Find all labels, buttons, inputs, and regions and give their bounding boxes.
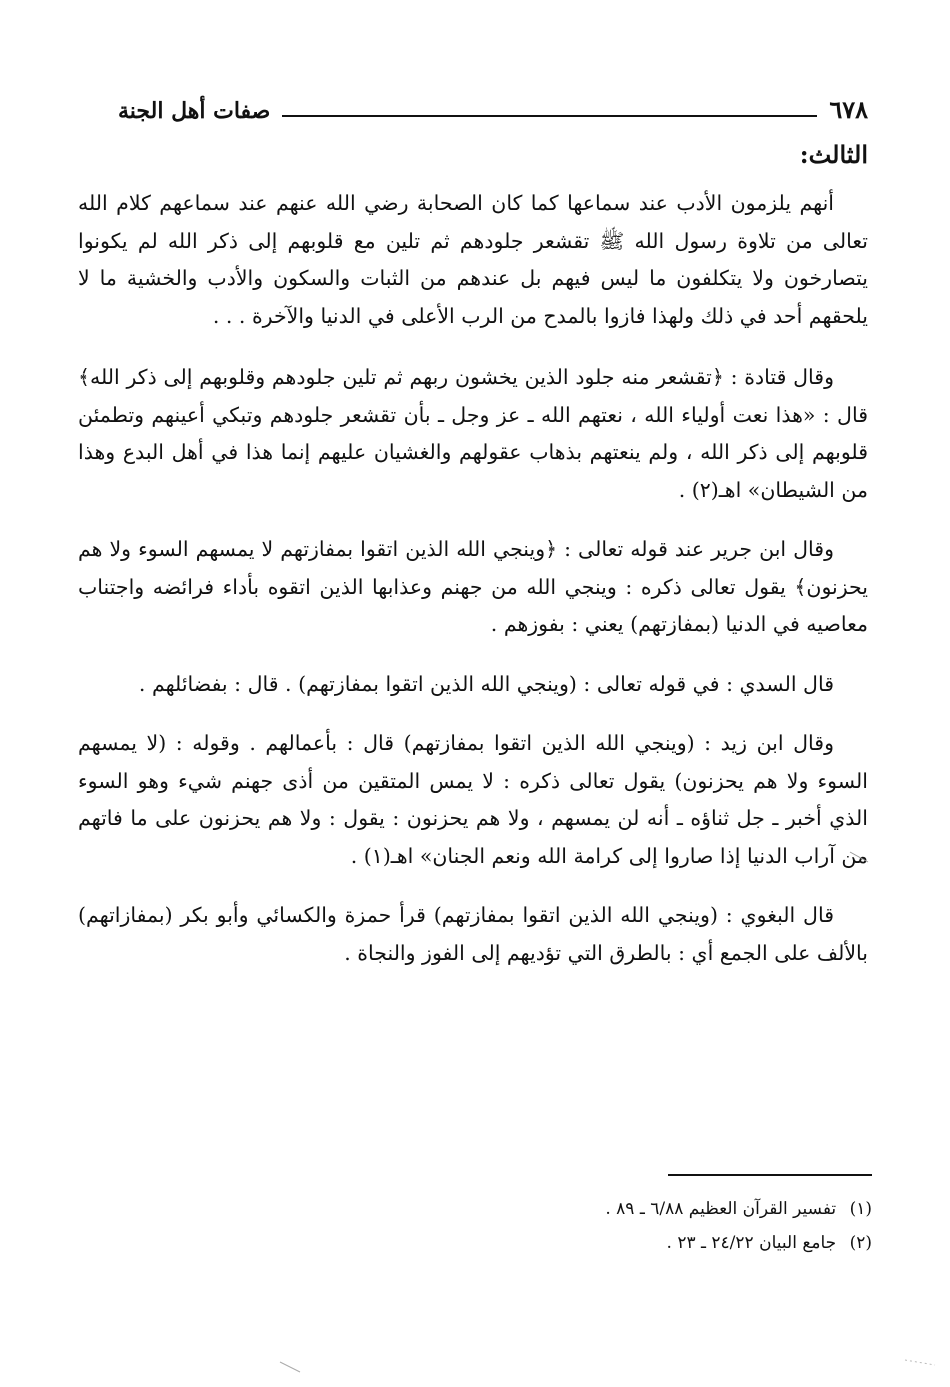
body-text <box>78 185 868 994</box>
paragraph: وقال ابن جرير عند قوله تعالى : ﴿وينجي الله الذين اتقوا بمفازتهم لا يمسهم السوء ولا هم يحزنون﴾ يقول تعالى ذكره : وينجي الله من جهنم وعذابها الذين اتقوه بأداء فرائضه واجتناب معاصيه في الدنيا (بمفازتهم) يعني : بفوزهم . <box>78 537 868 636</box>
paragraph: قال السدي : في قوله تعالى : (وينجي الله الذين اتقوا بمفازتهم) . قال : بفضائلهم . <box>138 671 834 696</box>
footnote-marker: (١) <box>849 1199 872 1219</box>
paragraph: وقال قتادة : ﴿تقشعر منه جلود الذين يخشون ربهم ثم تلين جلودهم وقلوبهم إلى ذكر الله﴾ قال : «هذا نعت أولياء الله ، نعتهم الله ـ عز وجل ـ بأن تقشعر جلودهم وتبكي أعينهم وتطمئن قلوبهم إلى ذكر الله ، ولم ينعتهم بذهاب عقولهم والغشيان عليهم إنما هذا في أهل البدع وهذا من الشيطان» اهـ(٢) . <box>78 365 868 502</box>
footnotes <box>82 1192 872 1260</box>
paragraph: وقال ابن زيد : (وينجي الله الذين اتقوا بمفازتهم) قال : بأعمالهم . وقوله : (لا يمسهم السوء ولا هم يحزنون) يقول تعالى ذكره : لا يمس المتقين من أذى جهنم شيء وهو السوء الذي أخبر ـ جل ثناؤه ـ أنه لن يمسهم ، ولا هم يحزنون : يقول : ولا هم يحزنون على ما فاتهم من آراب الدنيا إذا صاروا إلى كرامة الله ونعم الجنان» اهـ(١) . <box>78 731 868 868</box>
running-title: صفات أهل الجنة <box>118 98 271 124</box>
page-header <box>118 84 868 124</box>
footnote-marker: (٢) <box>849 1233 872 1253</box>
footnote <box>82 1192 872 1226</box>
footnote-separator <box>668 1174 872 1176</box>
section-heading: الثالث: <box>799 140 868 169</box>
page-number: ٦٧٨ <box>829 95 868 124</box>
paragraph: أنهم يلزمون الأدب عند سماعها كما كان الصحابة رضي الله عنهم عند سماعهم كلام الله تعالى من تلاوة رسول الله ﷺ تقشعر جلودهم ثم تلين مع قلوبهم إلى ذكر الله لم يكونوا يتصارخون ولا يتكلفون ما ليس فيهم بل عندهم من الثبات والسكون والأدب والخشية ما لا يلحقهم أحد في ذلك ولهذا فازوا بالمدح من الرب الأعلى في الدنيا والآخرة . . . <box>78 191 868 328</box>
footnote-text: تفسير القرآن العظيم ٦/٨٨ ـ ٨٩ . <box>605 1199 837 1219</box>
paragraph: قال البغوي : (وينجي الله الذين اتقوا بمفازتهم) قرأ حمزة والكسائي وأبو بكر (بمفازاتهم) بالألف على الجمع أي : بالطرق التي تؤديهم إلى الفوز والنجاة . <box>78 903 868 965</box>
header-rule <box>282 115 817 117</box>
footnote-text: جامع البيان ٢٤/٢٢ ـ ٢٣ . <box>666 1233 837 1253</box>
footnote <box>82 1226 872 1260</box>
